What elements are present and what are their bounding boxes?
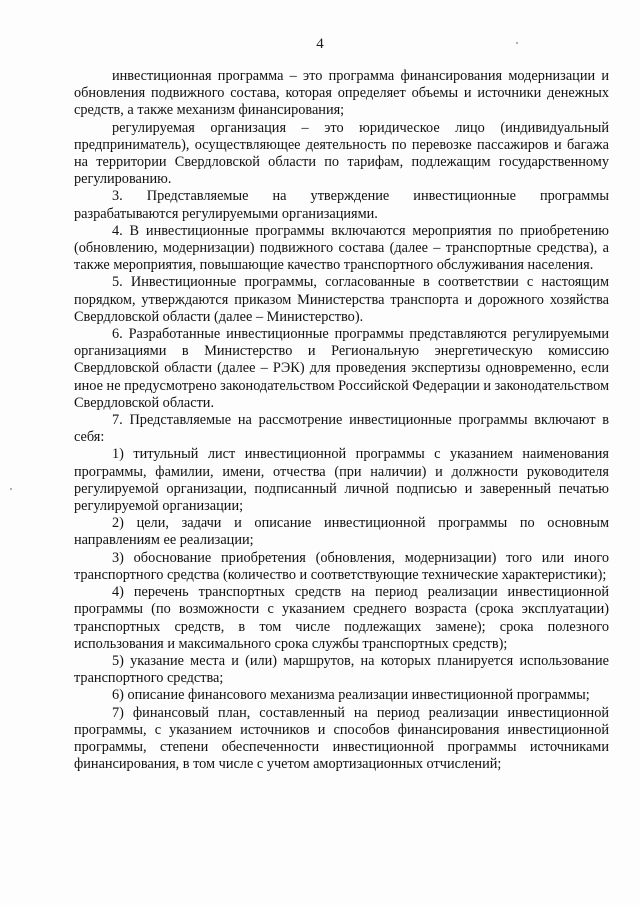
list-item-1: 1) титульный лист инвестиционной программы с указанием наименования программы, фамилии, имени, отчества (при наличии) и должности руководителя регулируемой организации, подписанный личной подписью и заверенный печатью регулируемой организации; — [74, 446, 609, 515]
paragraph-item-3: 3. Представляемые на утверждение инвестиционные программы разрабатываются регулируемыми организациями. — [74, 188, 609, 222]
paragraph-item-7: 7. Представляемые на рассмотрение инвестиционные программы включают в себя: — [74, 412, 609, 446]
scan-speck — [10, 488, 12, 490]
list-item-2: 2) цели, задачи и описание инвестиционной программы по основным направлениям ее реализации; — [74, 515, 609, 549]
page-number: 4 — [316, 36, 324, 52]
list-item-4: 4) перечень транспортных средств на период реализации инвестиционной программы (по возможности с указанием среднего возраста (срока эксплуатации) транспортных средств, в том числе подлежащих замене); срока полезного использования и максимального срока службы транспортных средств); — [74, 584, 609, 652]
scan-speck — [516, 42, 518, 44]
list-item-6: 6) описание финансового механизма реализации инвестиционной программы; — [112, 687, 590, 704]
list-item-5: 5) указание места и (или) маршрутов, на которых планируется использование транспортного средства; — [74, 652, 609, 687]
paragraph-item-4: 4. В инвестиционные программы включаются мероприятия по приобретению (обновлению, модернизации) подвижного состава (далее – транспортные средства), а также мероприятия, повышающие качество транспортного обслуживания населения. — [74, 222, 609, 274]
paragraph-item-6: 6. Разработанные инвестиционные программы представляются регулируемыми организациями в Министерство и Региональную энергетическую комиссию Свердловской области (далее – РЭК) для проведения экспертизы одновременно, если иное не предусмотрено законодательством Российской Федерации и законодательством Свердловской области. — [74, 326, 609, 411]
paragraph-item-5: 5. Инвестиционные программы, согласованные в соответствии с настоящим порядком, утверждаются приказом Министерства транспорта и дорожного хозяйства Свердловской области (далее – Министерство). — [74, 274, 609, 325]
paragraph-definition-regulated-organization: регулируемая организация – это юридическое лицо (индивидуальный предприниматель), осуществляющее деятельность по перевозке пассажиров и багажа на территории Свердловской области по тарифам, подлежащим государственному регулированию. — [74, 119, 609, 188]
document-body — [74, 68, 609, 773]
list-item-7: 7) финансовый план, составленный на период реализации инвестиционной программы, с указанием источников и способов финансирования инвестиционной программы, степени обеспеченности инвестиционной программы источниками финансирования, в том числе с учетом амортизационных отчислений; — [74, 704, 609, 773]
paragraph-definition-investment-program: инвестиционная программа – это программа финансирования модернизации и обновления подвижного состава, которая определяет объемы и источники денежных средств, а также механизм финансирования; — [74, 68, 609, 119]
list-item-3: 3) обоснование приобретения (обновления, модернизации) того или иного транспортного средства (количество и соответствующие технические характеристики); — [74, 549, 609, 583]
